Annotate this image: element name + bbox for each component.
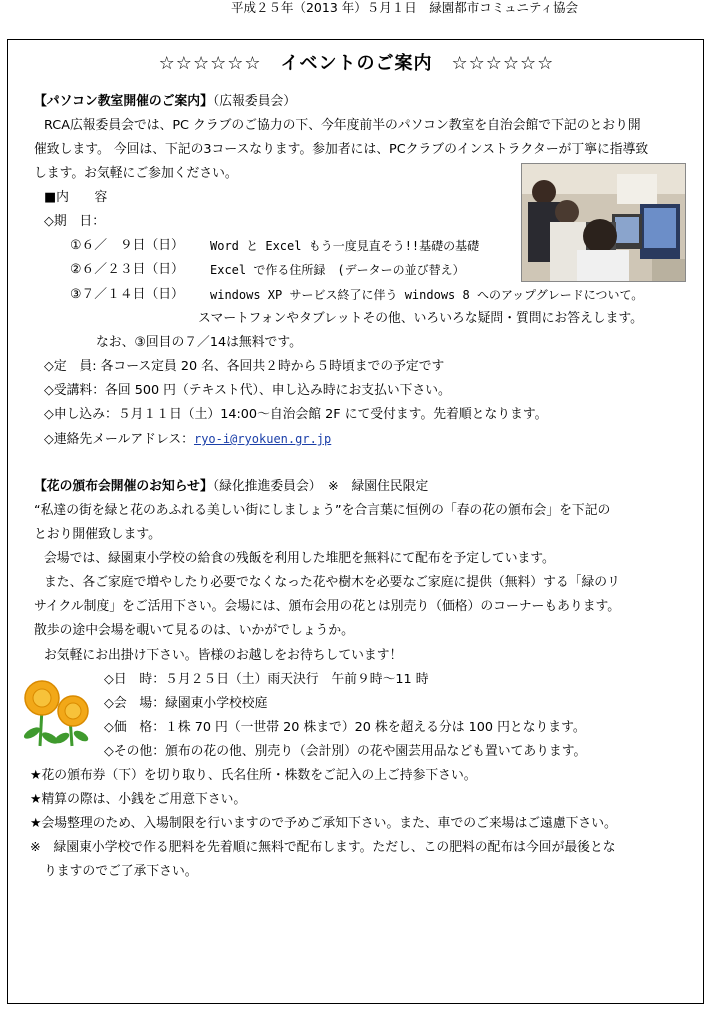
flower-p3-line2: サイクル制度」をご活用下さい。会場には、頒布会用の花とは別売り（価格）のコーナーもあります。 (34, 599, 621, 614)
pc-heading-sub: （広報委員会） (212, 94, 297, 109)
page-title: ☆☆☆☆☆☆ イベントのご案内 ☆☆☆☆☆☆ (158, 53, 555, 74)
course-1-date: ①６／ ９日（日） (70, 238, 184, 253)
header-text: 平成２５年（2013 年）５月１日 緑園都市コミュニティ協会 (230, 0, 579, 15)
date-label: ◇期 日： (44, 214, 106, 229)
marigold-flowers-icon (18, 678, 98, 750)
flower-p3-line1: また、各ご家庭で増やしたり必要でなくなった花や樹木を必要なご家庭に提供（無料）する「緑のリ (44, 575, 620, 590)
flower-p4: お気軽にお出掛け下さい。皆様のお越しをお待ちしています！ (44, 648, 403, 663)
pc-section-heading (34, 92, 296, 112)
flower-illustration (18, 678, 98, 750)
flower-venue: ◇会 場：緑園東小学校校庭 (104, 696, 268, 711)
flower-heading-sub: （緑化推進委員会） ※ 緑園住民限定 (212, 479, 429, 494)
free-note: なお、③回目の７／14は無料です。 (96, 335, 302, 350)
contact-label: ◇連絡先メールアドレス： (44, 432, 194, 447)
contents-label: ■内 容 (44, 190, 108, 205)
flower-p1-line2: とおり開催致します。 (34, 527, 161, 542)
flower-p3-line3: 散歩の途中会場を覗いて見るのは、いかがでしょうか。 (34, 623, 354, 638)
flower-note-4-line2: りますのでご了承下さい。 (44, 864, 198, 879)
flower-heading-text: 【花の頒布会開催のお知らせ】 (34, 479, 213, 494)
contact-email-link[interactable]: ryo-i@ryokuen.gr.jp (193, 432, 332, 446)
flower-p2: 会場では、緑園東小学校の給食の残飯を利用した堆肥を無料にて配布を予定しています。 (44, 551, 555, 566)
pc-intro-line1: RCA広報委員会では、PC クラブのご協力の下、今年度前半のパソコン教室を自治会館で下記のとおり開 (44, 118, 641, 133)
pc-class-photo-art (522, 164, 685, 281)
capacity-line: ◇定 員: 各コース定員 20 名、各回共２時から５時頃までの予定です (44, 359, 445, 374)
flower-date: ◇日 時：５月２５日（土）雨天決行 午前９時～11 時 (104, 672, 429, 687)
pc-heading-text: 【パソコン教室開催のご案内】 (34, 94, 213, 109)
pc-class-photo (521, 163, 686, 282)
flower-note-2: ★精算の際は、小銭をご用意下さい。 (30, 792, 247, 807)
flower-price: ◇価 格：１株 70 円（一世帯 20 株まで）20 株を超える分は 100 円となります。 (104, 720, 586, 735)
flower-note-4-line1: ※ 緑園東小学校で作る肥料を先着順に無料で配布します。ただし、この肥料の配布は今回が最後とな (30, 840, 616, 855)
contact-line (44, 429, 331, 450)
course-3-text: windows XP サービス終了に伴う windows 8 へのアップグレードについて。 (210, 288, 644, 302)
pc-intro-line3: します。お気軽にご参加ください。 (34, 166, 238, 181)
flower-note-3: ★会場整理のため、入場制限を行いますので予めご承知下さい。また、車でのご来場はご遠慮下さい。 (30, 816, 617, 831)
flower-note-1: ★花の頒布券（下）を切り取り、氏名住所・株数をご記入の上ご持参下さい。 (30, 768, 477, 783)
course-3-date: ③７／１４日（日） (70, 287, 184, 302)
apply-line: ◇申し込み：５月１１日（土）14:00～自治会館 2F にて受付ます。先着順となります。 (44, 407, 548, 422)
page-header (0, 0, 713, 22)
course-2-date: ②６／２３日（日） (70, 262, 184, 277)
course-1-text: Word と Excel もう一度見直そう!!基礎の基礎 (210, 239, 480, 253)
flower-other: ◇その他：頒布の花の他、別売り（会計別）の花や園芸用品なども置いてあります。 (104, 744, 587, 759)
fee-line: ◇受講料：各回 500 円（テキスト代）、申し込み時にお支払い下さい。 (44, 383, 451, 398)
flower-p1-line1: “私達の街を緑と花のあふれる美しい街にしましょう”を合言葉に恒例の「春の花の頒布会」を下記の (34, 503, 611, 518)
pc-intro-line2: 催致します。 今回は、下記の3コースなります。参加者には、PCクラブのインストラクターが丁寧に指導致 (34, 142, 649, 157)
flower-section-heading (34, 477, 428, 497)
course-3-text2: スマートフォンやタブレットその他、いろいろな疑問・質問にお答えします。 (198, 311, 643, 326)
course-2-text: Excel で作る住所録 (データーの並び替え） (210, 263, 465, 277)
